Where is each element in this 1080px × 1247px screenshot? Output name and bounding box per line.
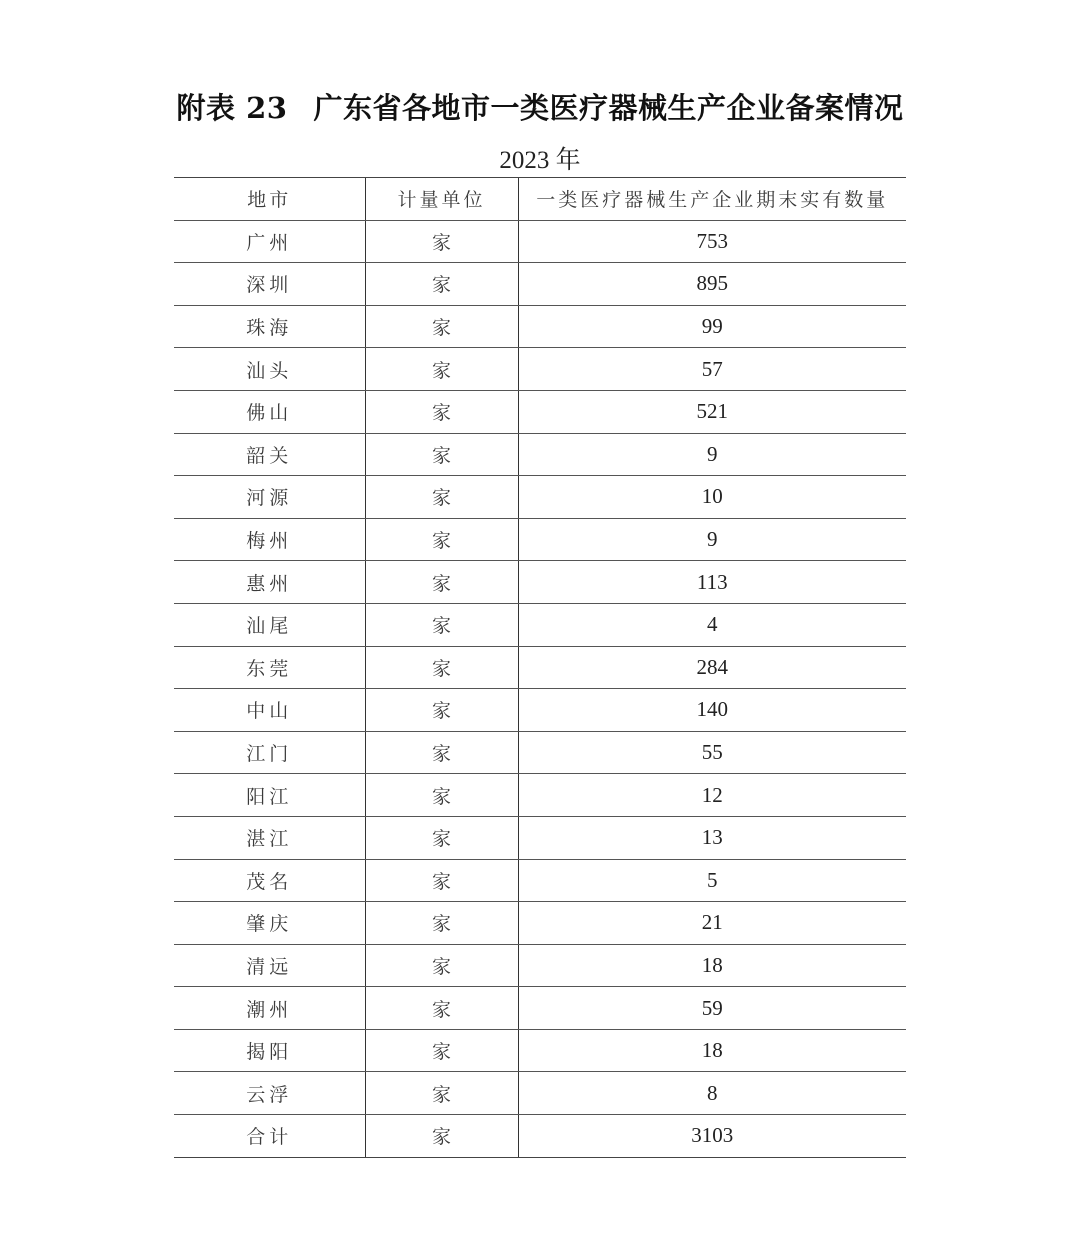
value-cell: 18 bbox=[518, 944, 906, 987]
table-row bbox=[174, 348, 906, 391]
page-title bbox=[0, 86, 1080, 127]
city-cell: 中山 bbox=[174, 689, 365, 732]
header-row bbox=[174, 178, 906, 221]
city-cell: 清远 bbox=[174, 944, 365, 987]
unit-cell: 家 bbox=[365, 263, 518, 306]
table-row bbox=[174, 263, 906, 306]
value-cell: 5 bbox=[518, 859, 906, 902]
value-cell: 895 bbox=[518, 263, 906, 306]
city-cell: 深圳 bbox=[174, 263, 365, 306]
unit-cell: 家 bbox=[365, 561, 518, 604]
city-cell: 佛山 bbox=[174, 390, 365, 433]
unit-cell: 家 bbox=[365, 774, 518, 817]
unit-cell: 家 bbox=[365, 433, 518, 476]
header-unit: 计量单位 bbox=[365, 178, 518, 221]
table-row bbox=[174, 518, 906, 561]
value-cell: 753 bbox=[518, 220, 906, 263]
value-cell: 18 bbox=[518, 1029, 906, 1072]
city-cell: 肇庆 bbox=[174, 902, 365, 945]
value-cell: 521 bbox=[518, 390, 906, 433]
unit-cell: 家 bbox=[365, 689, 518, 732]
table-row bbox=[174, 561, 906, 604]
city-cell: 东莞 bbox=[174, 646, 365, 689]
table-row bbox=[174, 390, 906, 433]
city-cell: 汕头 bbox=[174, 348, 365, 391]
year-subtitle: 2023 年 bbox=[499, 147, 581, 174]
unit-cell: 家 bbox=[365, 859, 518, 902]
city-cell: 潮州 bbox=[174, 987, 365, 1030]
table-row bbox=[174, 1115, 906, 1158]
value-cell: 8 bbox=[518, 1072, 906, 1115]
table-row bbox=[174, 987, 906, 1030]
city-cell: 汕尾 bbox=[174, 603, 365, 646]
city-cell: 河源 bbox=[174, 476, 365, 519]
unit-cell: 家 bbox=[365, 220, 518, 263]
city-cell: 梅州 bbox=[174, 518, 365, 561]
table-row bbox=[174, 816, 906, 859]
city-cell: 惠州 bbox=[174, 561, 365, 604]
value-cell: 57 bbox=[518, 348, 906, 391]
table-row bbox=[174, 774, 906, 817]
data-table bbox=[174, 177, 906, 1158]
unit-cell: 家 bbox=[365, 944, 518, 987]
unit-cell: 家 bbox=[365, 476, 518, 519]
city-cell: 韶关 bbox=[174, 433, 365, 476]
city-cell: 茂名 bbox=[174, 859, 365, 902]
unit-cell: 家 bbox=[365, 305, 518, 348]
table-row bbox=[174, 859, 906, 902]
table-row bbox=[174, 944, 906, 987]
title-text: 广东省各地市一类医疗器械生产企业备案情况 bbox=[313, 91, 904, 125]
unit-cell: 家 bbox=[365, 1072, 518, 1115]
value-cell: 284 bbox=[518, 646, 906, 689]
unit-cell: 家 bbox=[365, 731, 518, 774]
value-cell: 9 bbox=[518, 433, 906, 476]
table-row bbox=[174, 646, 906, 689]
table-row bbox=[174, 902, 906, 945]
table-row bbox=[174, 220, 906, 263]
table-row bbox=[174, 731, 906, 774]
unit-cell: 家 bbox=[365, 987, 518, 1030]
value-cell: 99 bbox=[518, 305, 906, 348]
unit-cell: 家 bbox=[365, 1029, 518, 1072]
unit-cell: 家 bbox=[365, 518, 518, 561]
city-cell: 江门 bbox=[174, 731, 365, 774]
table-row bbox=[174, 476, 906, 519]
header-city: 地市 bbox=[174, 178, 365, 221]
city-cell: 合计 bbox=[174, 1115, 365, 1158]
unit-cell: 家 bbox=[365, 646, 518, 689]
unit-cell: 家 bbox=[365, 603, 518, 646]
table-number: 附表 23 bbox=[176, 91, 288, 125]
value-cell: 21 bbox=[518, 902, 906, 945]
table-row bbox=[174, 1072, 906, 1115]
table-row bbox=[174, 603, 906, 646]
value-cell: 59 bbox=[518, 987, 906, 1030]
value-cell: 140 bbox=[518, 689, 906, 732]
unit-cell: 家 bbox=[365, 348, 518, 391]
table-row bbox=[174, 433, 906, 476]
value-cell: 12 bbox=[518, 774, 906, 817]
value-cell: 13 bbox=[518, 816, 906, 859]
table-row bbox=[174, 305, 906, 348]
unit-cell: 家 bbox=[365, 390, 518, 433]
header-count: 一类医疗器械生产企业期末实有数量 bbox=[518, 178, 906, 221]
value-cell: 3103 bbox=[518, 1115, 906, 1158]
value-cell: 10 bbox=[518, 476, 906, 519]
value-cell: 9 bbox=[518, 518, 906, 561]
unit-cell: 家 bbox=[365, 902, 518, 945]
table-row bbox=[174, 689, 906, 732]
unit-cell: 家 bbox=[365, 1115, 518, 1158]
table-body bbox=[174, 220, 906, 1157]
unit-cell: 家 bbox=[365, 816, 518, 859]
value-cell: 113 bbox=[518, 561, 906, 604]
city-cell: 广州 bbox=[174, 220, 365, 263]
value-cell: 55 bbox=[518, 731, 906, 774]
city-cell: 珠海 bbox=[174, 305, 365, 348]
city-cell: 湛江 bbox=[174, 816, 365, 859]
city-cell: 云浮 bbox=[174, 1072, 365, 1115]
table-row bbox=[174, 1029, 906, 1072]
city-cell: 阳江 bbox=[174, 774, 365, 817]
city-cell: 揭阳 bbox=[174, 1029, 365, 1072]
value-cell: 4 bbox=[518, 603, 906, 646]
